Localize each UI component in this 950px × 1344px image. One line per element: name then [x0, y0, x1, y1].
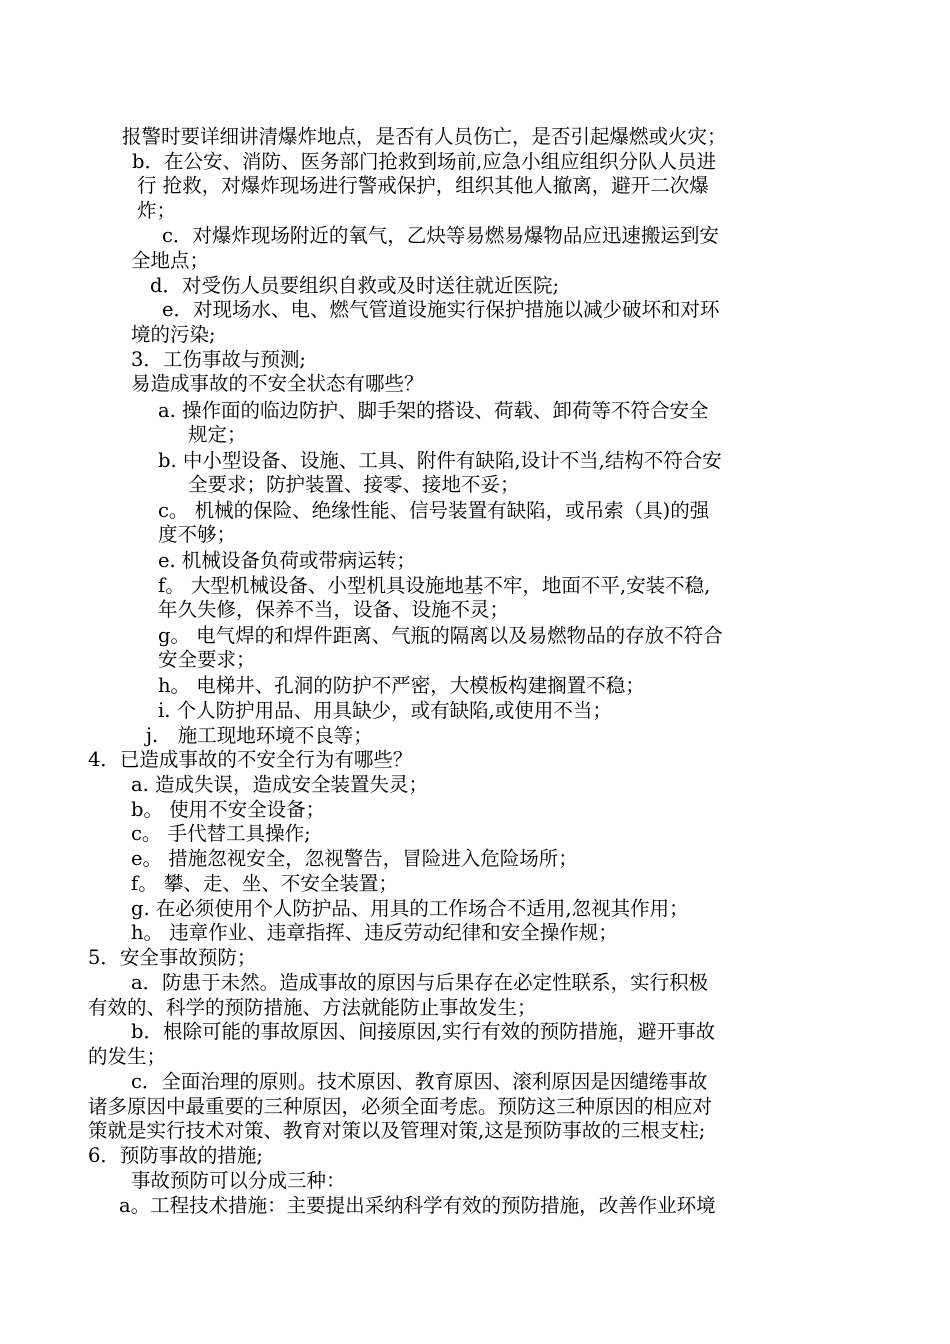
- paragraph-line: a。工程技术措施：主要提出采纳科学有效的预防措施，改善作业环境: [119, 1194, 716, 1217]
- section-heading: 3．工伤事故与预测;: [131, 348, 306, 371]
- text-line: e．对现场水、电、燃气管道设施实行保护措施以减少破坏和对环: [162, 298, 720, 321]
- list-item: f。 大型机械设备、小型机具设施地基不牢，地面不平,安装不稳,: [158, 574, 711, 597]
- text-line: 全地点；: [131, 249, 210, 272]
- paragraph-line: 的发生；: [88, 1045, 167, 1068]
- text-line: 炸；: [137, 199, 177, 222]
- text-line: d．对受伤人员要组织自救或及时送往就近医院;: [150, 274, 560, 297]
- list-item-continuation: 全要求；防护装置、接零、接地不妥；: [188, 473, 520, 496]
- list-item-continuation: 年久失修，保养不当，设备、设施不灵；: [158, 598, 510, 621]
- list-item: b. 中小型设备、设施、工具、附件有缺陷,设计不当,结构不符合安: [158, 449, 722, 472]
- text-line: 境的污染;: [131, 323, 216, 346]
- paragraph-line: 事故预防可以分成三种：: [131, 1169, 346, 1192]
- list-item: j. 施工现地环境不良等；: [146, 724, 373, 747]
- list-item: c。 机械的保险、绝缘性能、信号装置有缺陷，或吊索（具)的强: [158, 499, 710, 522]
- section-heading: 5．安全事故预防；: [88, 946, 257, 969]
- list-item: h。 电梯井、孔洞的防护不严密，大模板构建搁置不稳；: [158, 674, 645, 697]
- list-item-continuation: 度不够；: [158, 523, 237, 546]
- paragraph-line: 诸多原因中最重要的三种原因，必须全面考虑。预防这三种原因的相应对: [88, 1095, 713, 1118]
- list-item: b。 使用不安全设备；: [131, 798, 326, 821]
- list-item: g。 电气焊的和焊件距离、气瓶的隔离以及易燃物品的存放不符合: [158, 624, 723, 647]
- list-item: a. 操作面的临边防护、脚手架的搭设、荷载、卸荷等不符合安全: [158, 399, 709, 422]
- text-line: 易造成事故的不安全状态有哪些？: [131, 372, 424, 395]
- text-line: 行 抢救，对爆炸现场进行警戒保护，组织其他人撤离，避开二次爆: [137, 174, 709, 197]
- list-item: f。 攀、走、坐、不安全装置；: [131, 872, 398, 895]
- section-heading: 6．预防事故的措施;: [88, 1144, 263, 1167]
- list-item-continuation: 规定；: [188, 423, 247, 446]
- text-line: c．对爆炸现场附近的氧气，乙炔等易燃易爆物品应迅速搬运到安: [162, 224, 719, 247]
- section-heading: 4．已造成事故的不安全行为有哪些？: [88, 748, 413, 771]
- paragraph-line: b．根除可能的事故原因、间接原因,实行有效的预防措施，避开事故: [131, 1020, 716, 1043]
- text-line: 报警时要详细讲清爆炸地点，是否有人员伤亡，是否引起爆燃或火灾；: [122, 125, 727, 148]
- text-line: b．在公安、消防、医务部门抢救到场前,应急小组应组织分队人员进: [132, 150, 717, 173]
- list-item: c。 手代替工具操作;: [131, 822, 311, 845]
- list-item: h。 违章作业、违章指挥、违反劳动纪律和安全操作规；: [131, 921, 618, 944]
- list-item: i. 个人防护用品、用具缺少，或有缺陷,或使用不当；: [158, 699, 612, 722]
- paragraph-line: 有效的、科学的预防措施、方法就能防止事故发生；: [88, 996, 537, 1019]
- list-item: e。 措施忽视安全，忽视警告，冒险进入危险场所；: [131, 847, 578, 870]
- paragraph-line: a．防患于未然。造成事故的原因与后果存在必定性联系，实行积极: [131, 971, 709, 994]
- list-item-continuation: 安全要求；: [158, 648, 256, 671]
- list-item: e. 机械设备负荷或带病运转；: [158, 549, 416, 572]
- paragraph-line: 策就是实行技术对策、教育对策以及管理对策,这是预防事故的三根支柱;: [88, 1119, 706, 1142]
- list-item: g. 在必须使用个人防护品、用具的工作场合不适用,忽视其作用；: [131, 897, 689, 920]
- paragraph-line: c．全面治理的原则。技术原因、教育原因、滚利原因是因缱绻事故: [131, 1070, 708, 1093]
- list-item: a. 造成失误，造成安全装置失灵；: [131, 773, 429, 796]
